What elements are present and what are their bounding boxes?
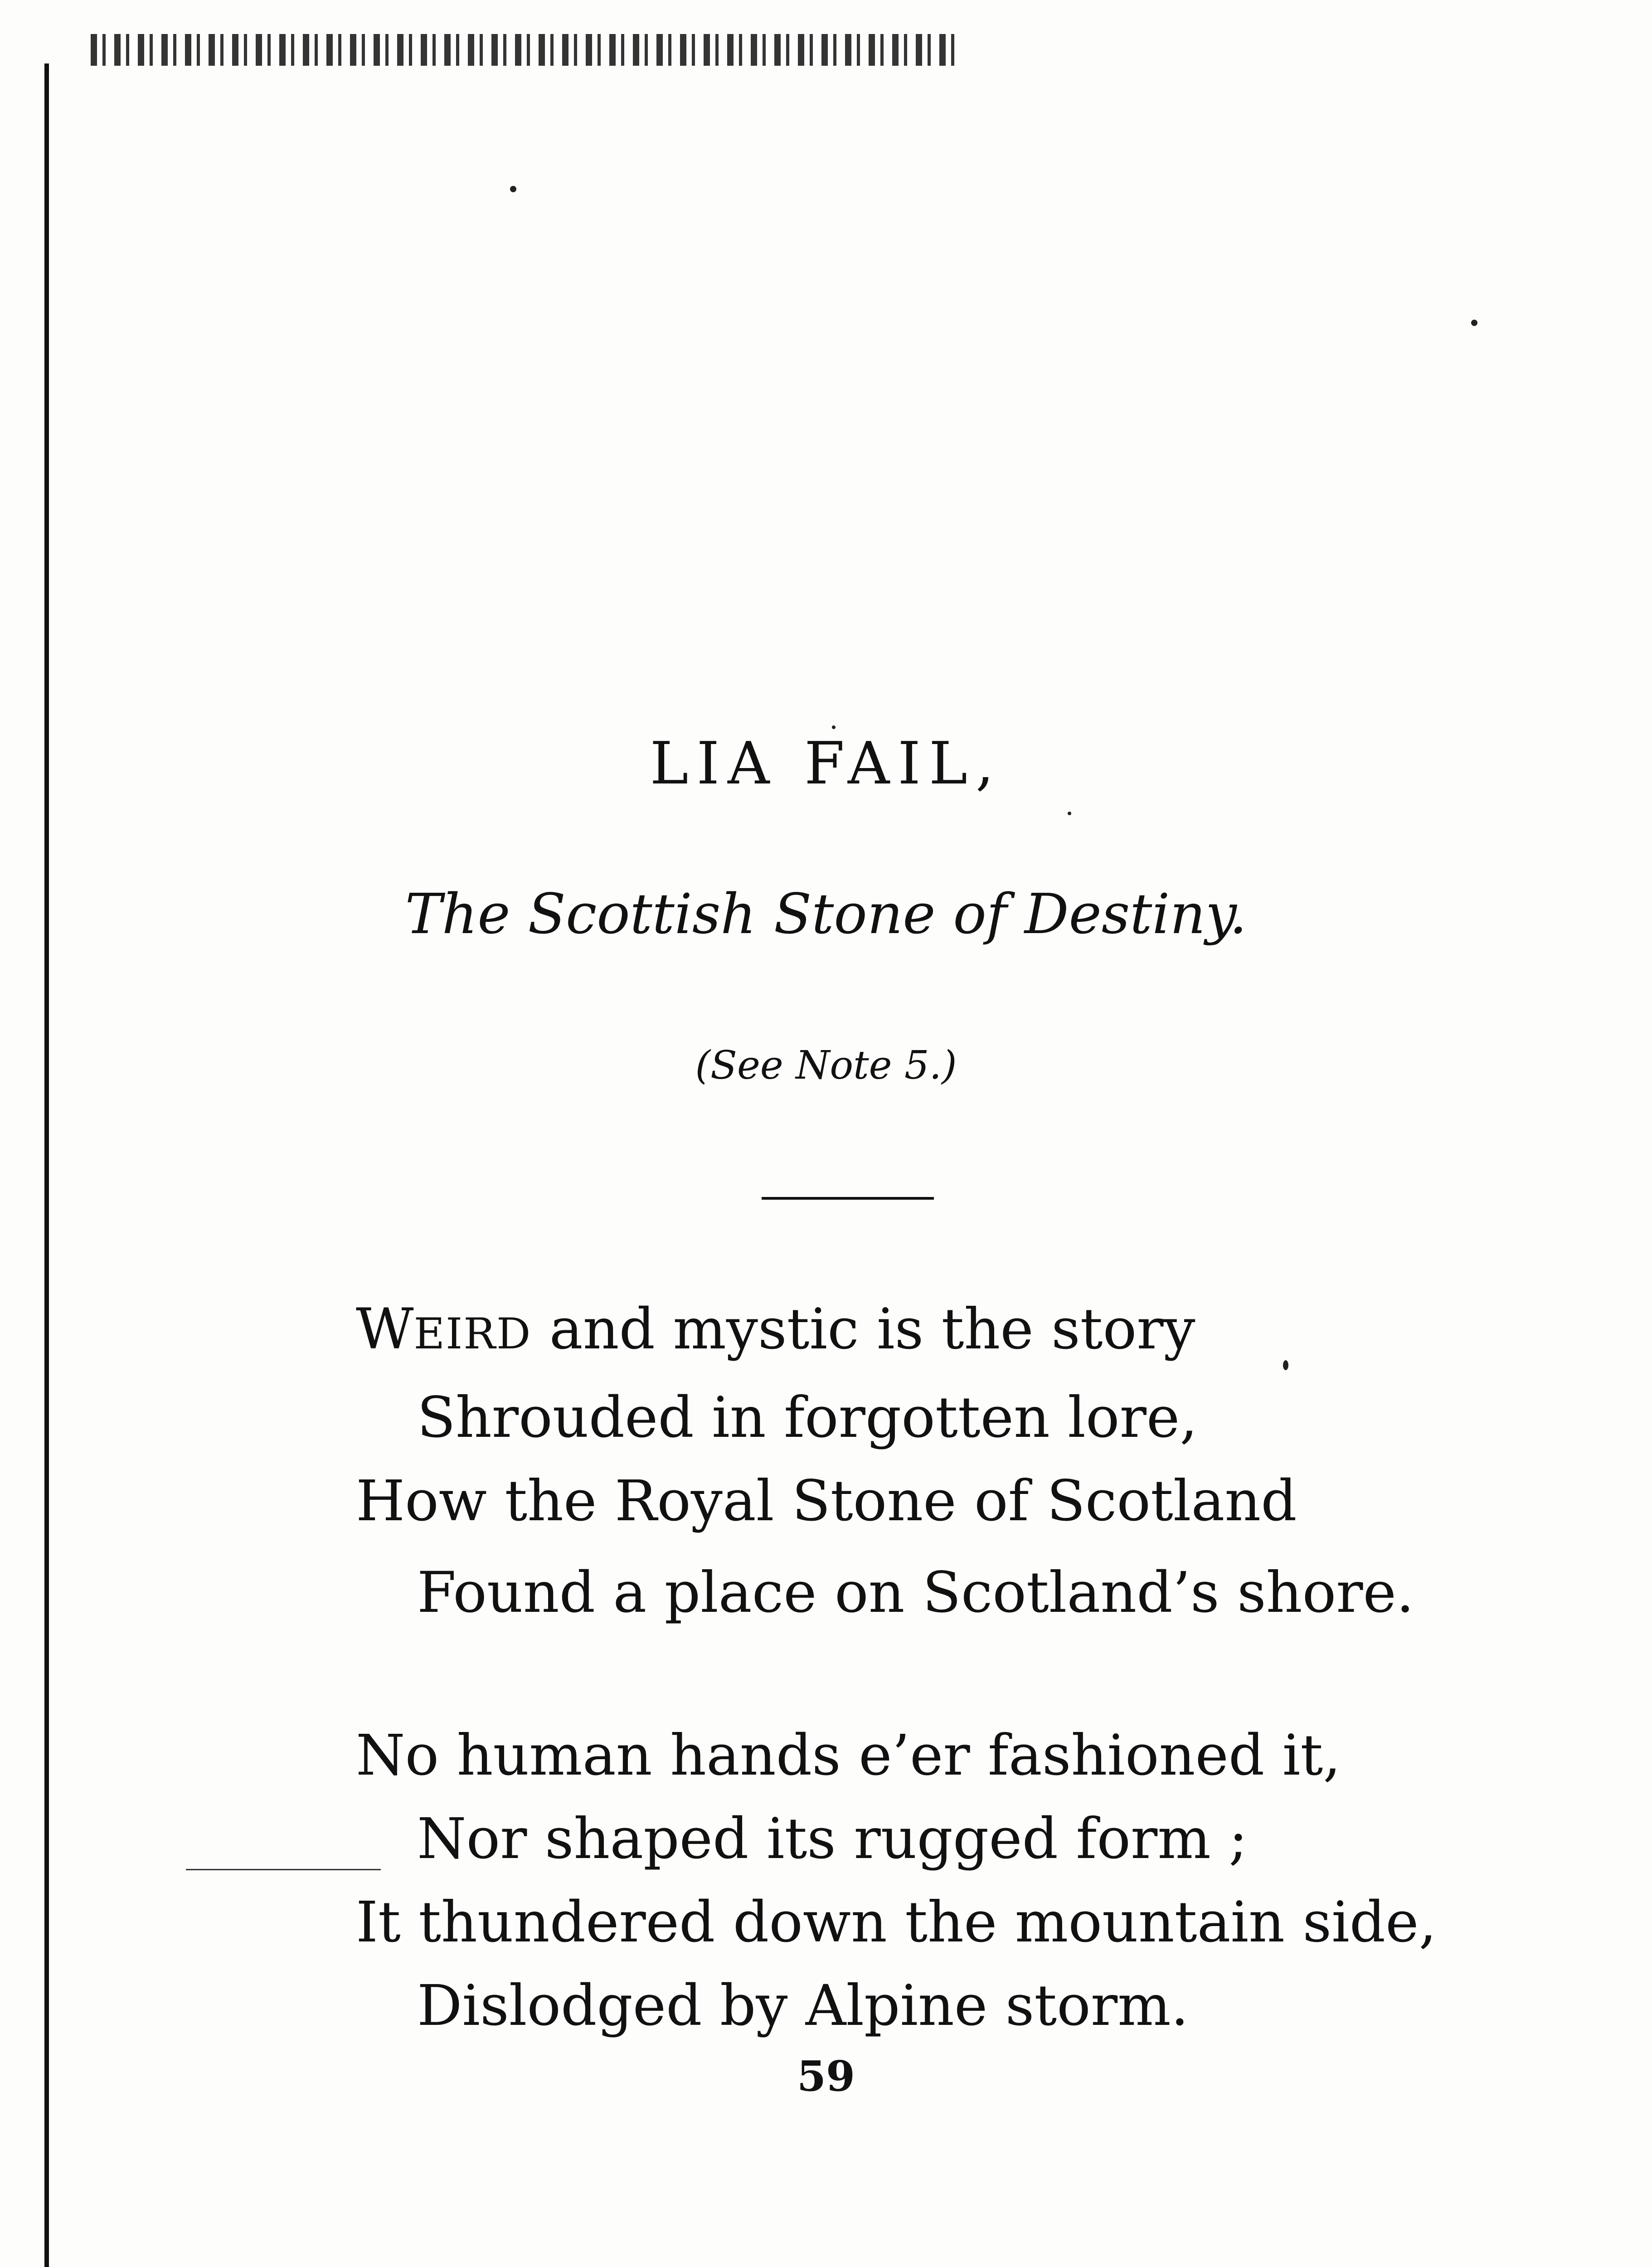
verse-line: Nor shaped its rugged form ; (417, 1806, 1248, 1872)
scan-speck (510, 186, 516, 192)
small-caps-word: EIRD (413, 1309, 532, 1359)
scan-speck (832, 725, 836, 729)
verse-line: How the Royal Stone of Scotland (356, 1469, 1297, 1534)
drop-initial: W (356, 1297, 414, 1362)
verse-line (356, 1288, 1444, 1376)
verse-line: Found a place on Scotland’s shore. (417, 1560, 1414, 1625)
page-number: 59 (797, 2052, 855, 2101)
poem-title: LIA FAIL, (650, 730, 1002, 798)
section-divider (762, 1197, 934, 1200)
poem-subtitle: The Scottish Stone of Destiny. (405, 882, 1247, 946)
stanza (356, 1714, 1444, 2048)
binding-edge-shadow (44, 63, 49, 2267)
note-reference: (See Note 5.) (695, 1043, 957, 1088)
scanned-header-artifact (91, 34, 961, 66)
verse-line: It thundered down the mountain side, (356, 1890, 1437, 1955)
stanza (356, 1288, 1444, 1635)
scan-speck (1471, 320, 1477, 326)
verse-line: Shrouded in forgotten lore, (417, 1385, 1198, 1450)
verse-line: Dislodged by Alpine storm. (417, 1973, 1189, 2038)
verse-line-text: and mystic is the story (531, 1297, 1195, 1362)
scan-speck (1068, 812, 1071, 815)
margin-stray-rule (186, 1869, 381, 1870)
verse-line: No human hands e’er fashioned it, (356, 1723, 1341, 1788)
